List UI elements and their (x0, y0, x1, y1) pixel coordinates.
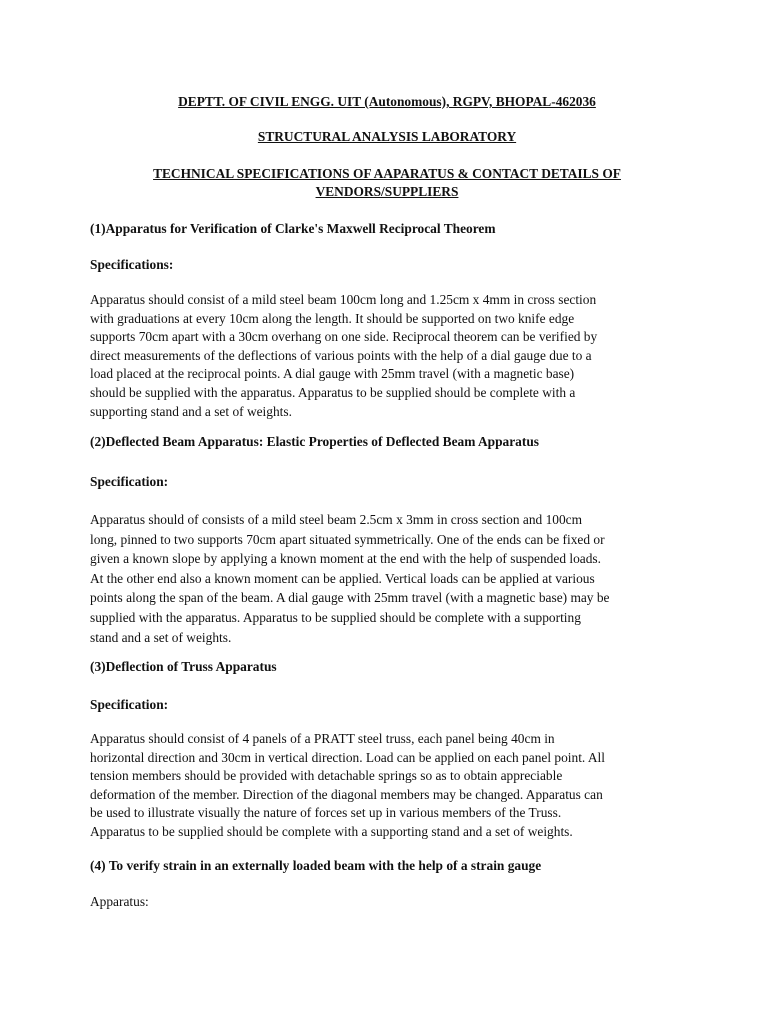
body-line: Apparatus should of consists of a mild steel beam 2.5cm x 3mm in cross section and 100cm (90, 512, 583, 527)
section-1-heading: (1)Apparatus for Verification of Clarke's Maxwell Reciprocal Theorem (90, 221, 496, 236)
document-title-line2: VENDORS/SUPPLIERS (315, 184, 459, 199)
body-line: with graduations at every 10cm along the length. It should be supported on two knife edge (90, 310, 575, 326)
body-line: supporting stand and a set of weights. (90, 403, 292, 419)
section-1-body (90, 291, 684, 421)
body-line: Apparatus should consist of a mild steel beam 100cm long and 1.25cm x 4mm in cross section (90, 292, 597, 307)
body-line: given a known slope by applying a known moment at the end with the help of suspended loads. (90, 551, 601, 567)
section-2-body (90, 510, 684, 647)
body-line: At the other end also a known moment can be applied. Vertical loads can be applied at various (90, 570, 595, 586)
section-1-subheading: Specifications: (90, 257, 174, 272)
section-3-subheading: Specification: (90, 697, 169, 712)
body-line: long, pinned to two supports 70cm apart situated symmetrically. One of the ends can be fixed or (90, 531, 605, 547)
body-line: should be supplied with the apparatus. Apparatus to be supplied should be complete with a (90, 384, 576, 400)
body-line: be used to illustrate visually the nature of forces set up in various members of the Truss. (90, 805, 562, 821)
body-line: direct measurements of the deflections of various points with the help of a dial gauge due to a (90, 347, 592, 363)
body-line: stand and a set of weights. (90, 629, 232, 645)
department-header: DEPTT. OF CIVIL ENGG. UIT (Autonomous), RGPV, BHOPAL-462036 (178, 94, 596, 109)
section-3-body (90, 730, 684, 842)
body-line: horizontal direction and 30cm in vertical direction. Load can be applied on each panel point. All (90, 749, 605, 765)
body-line: supports 70cm apart with a 30cm overhang on one side. Reciprocal theorem can be verified by (90, 329, 598, 345)
document-title-line1: TECHNICAL SPECIFICATIONS OF AAPARATUS & CONTACT DETAILS OF (153, 166, 621, 181)
section-2-heading: (2)Deflected Beam Apparatus: Elastic Properties of Deflected Beam Apparatus (90, 434, 539, 449)
body-line: supplied with the apparatus. Apparatus to be supplied should be complete with a supporting (90, 609, 581, 625)
section-4-subheading: Apparatus: (90, 894, 149, 909)
lab-title: STRUCTURAL ANALYSIS LABORATORY (257, 129, 517, 144)
body-line: deformation of the member. Direction of the diagonal members may be changed. Apparatus can (90, 786, 603, 802)
section-2-subheading: Specification: (90, 474, 169, 489)
body-line: Apparatus to be supplied should be complete with a supporting stand and a set of weights. (90, 823, 573, 839)
section-3-heading: (3)Deflection of Truss Apparatus (90, 659, 277, 674)
section-4-heading: (4) To verify strain in an externally loaded beam with the help of a strain gauge (90, 858, 542, 873)
body-line: Apparatus should consist of 4 panels of a PRATT steel truss, each panel being 40cm in (90, 731, 555, 746)
body-line: load placed at the reciprocal points. A dial gauge with 25mm travel (with a magnetic base) (90, 366, 575, 382)
body-line: tension members should be provided with detachable springs so as to obtain appreciable (90, 768, 563, 784)
body-line: points along the span of the beam. A dial gauge with 25mm travel (with a magnetic base) may be (90, 590, 610, 606)
document-title (90, 165, 684, 201)
